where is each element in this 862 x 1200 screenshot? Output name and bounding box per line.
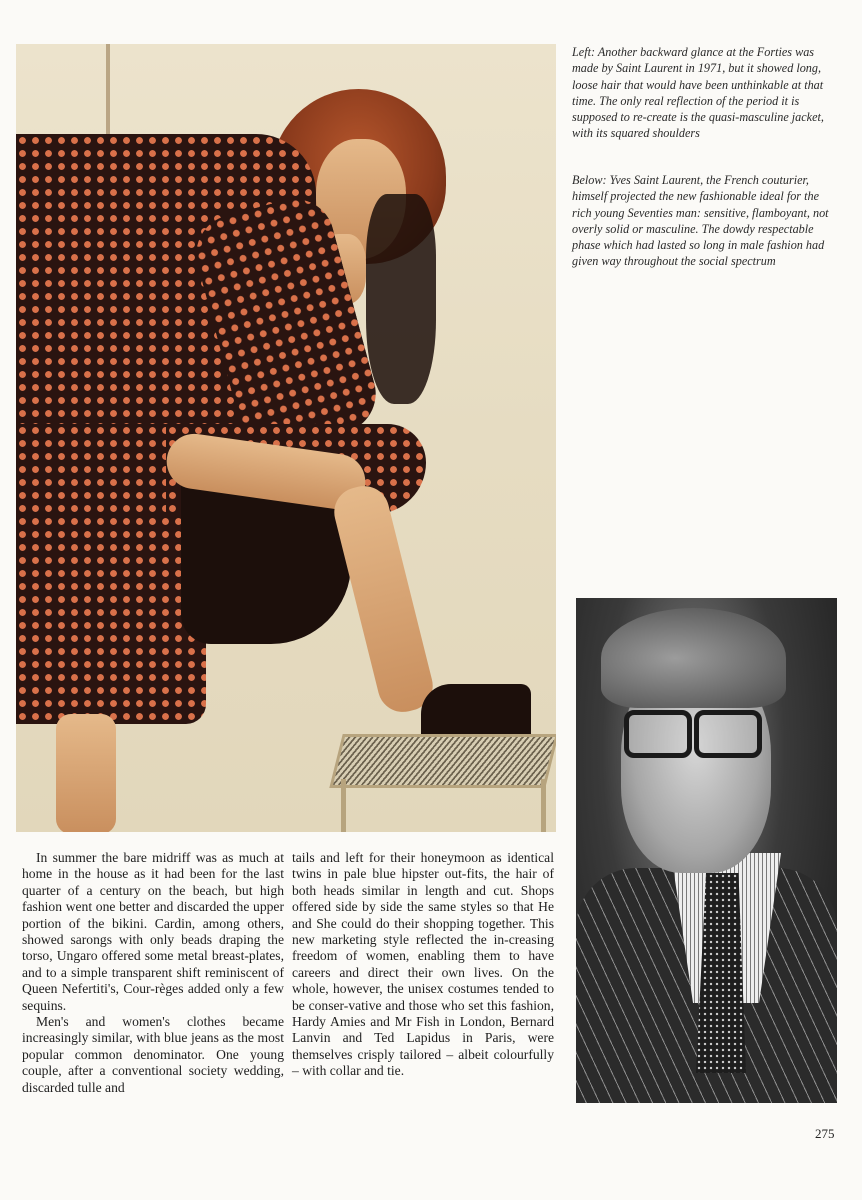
stool-leg — [341, 779, 346, 832]
photo-woman-polka-dot-dress — [16, 44, 556, 832]
scarf — [366, 194, 436, 404]
skirt-lining — [181, 484, 351, 644]
body-paragraph: tails and left for their honeymoon as identical twins in pale blue hipster out-fits, the hair of both heads similar in length and cut. Shops offered side by side the same styles so that He and She could do their shopping together. This new marketing style reflected the in-creasing freedom of women, enabling them to have careers and direct their own lives. On the whole, however, the unisex costumes tended to be conser-vative and those who set this fashion, Hardy Amies and Mr Fish in London, Bernard Lanvin and Ted Lapidus in Paris, were themselves crisply tailored – albeit colourfully – with collar and tie. — [292, 850, 554, 1079]
caption-left-photo — [572, 44, 840, 142]
standing-leg — [56, 714, 116, 832]
hair — [601, 608, 786, 708]
body-column-2 — [292, 850, 554, 1080]
body-paragraph: In summer the bare midriff was as much at home in the house as it had been for the last quarter of a century on the beach, but high fashion went one better and discarded the upper portion of the bikini. Cardin, among others, showed sarongs with only beads draping the torso, Ungaro offered some metal breast-plates, and to a simple transparent shift reminiscent of Queen Nefertiti's, Cour-règes added only a few sequins. — [22, 850, 284, 1013]
stool-leg — [541, 779, 546, 832]
glasses-left-lens — [624, 710, 692, 758]
caption-below-photo — [572, 172, 840, 270]
body-column-1 — [22, 850, 284, 1096]
photo-yves-saint-laurent — [576, 598, 837, 1103]
cane-stool — [329, 734, 556, 788]
lower-leg — [329, 481, 438, 717]
caption-below-text: Below: Yves Saint Laurent, the French couturier, himself projected the new fashionable ideal for the rich young Seventies man: sensitive, flamboyant, not overly solid or masculine. The dowdy respectable phase which had lasted so long in male fashion had given way throughout the social spectrum — [572, 173, 829, 269]
page-number: 275 — [815, 1126, 835, 1141]
caption-left-text: Left: Another backward glance at the Forties was made by Saint Laurent in 1971, but it showed long, loose hair that would have been unthinkable at that time. The only real reflection of the period it is supposed to re-create is the quasi-masculine jacket, with its squared shoulders — [572, 45, 824, 141]
body-paragraph: Men's and women's clothes became increasingly similar, with blue jeans as the most popular common denominator. One young couple, after a conventional society wedding, discarded tulle and — [22, 1014, 284, 1095]
glasses-right-lens — [694, 710, 762, 758]
